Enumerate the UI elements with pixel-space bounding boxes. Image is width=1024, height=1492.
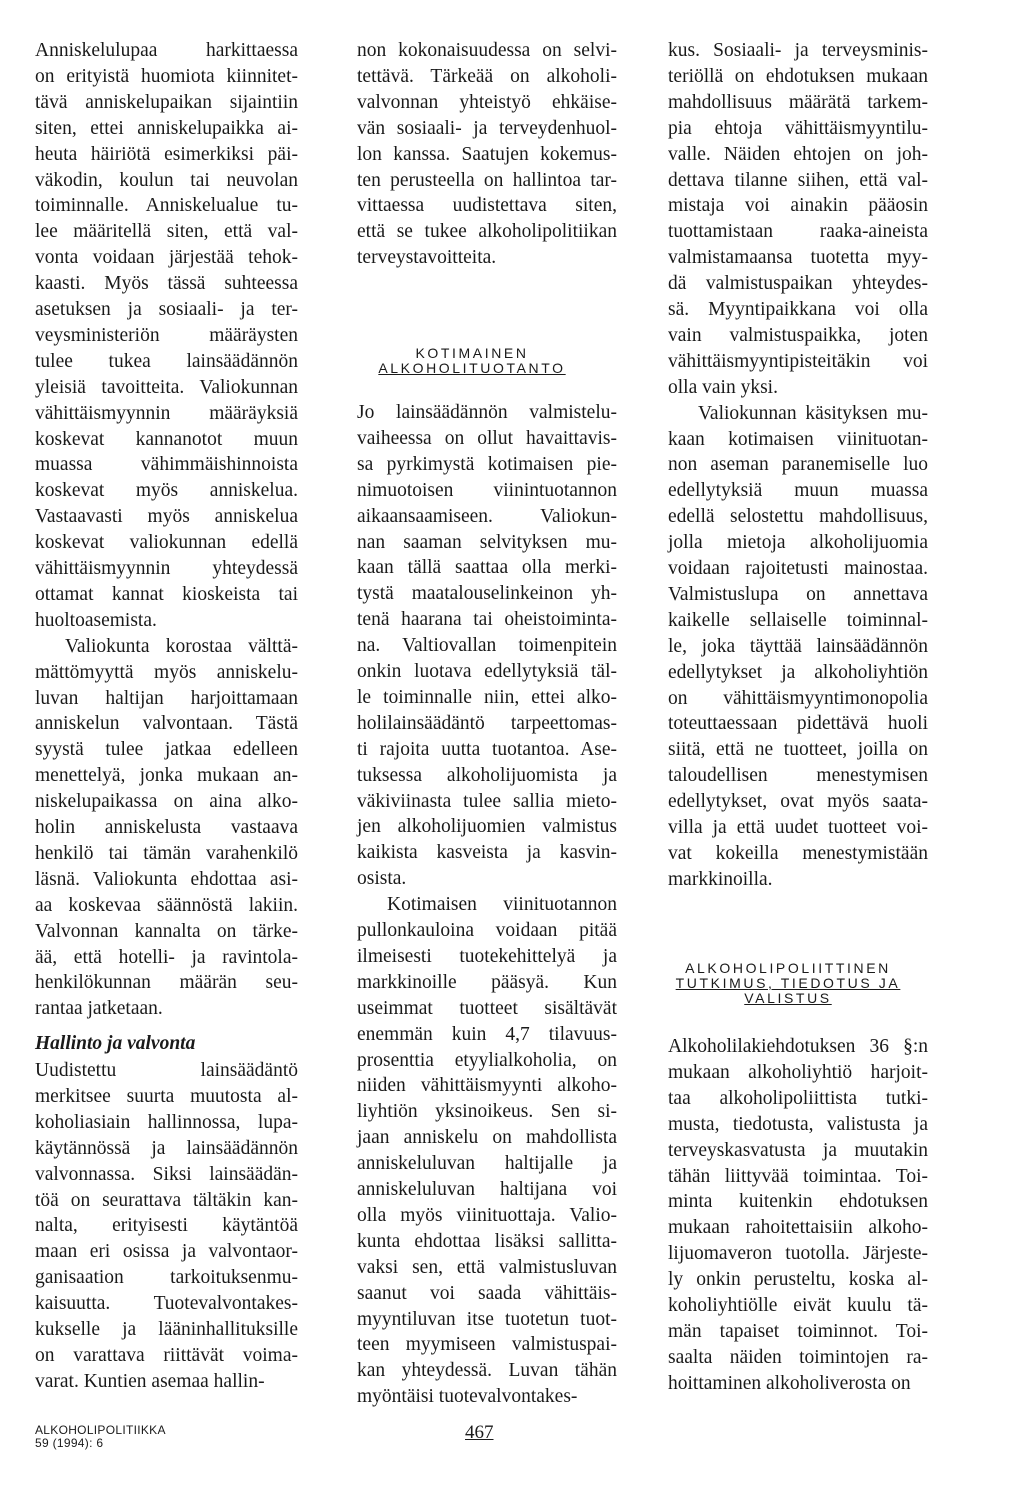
text-line: muassa vähimmäishinnoista	[35, 454, 298, 476]
text-line: musta, tiedotusta, valistusta ja	[668, 1113, 928, 1135]
text-line: rantaa jatketaan.	[35, 998, 163, 1020]
text-line: dettava tilanne siihen, että val-	[668, 169, 928, 191]
text-line: Valiokunta korostaa välttä-	[65, 635, 298, 657]
heading-line: KOTIMAINEN	[415, 345, 529, 361]
text-line: Anniskelulupaa harkittaessa	[35, 40, 298, 61]
text-line: ti rajoita uutta tuotantoa. Ase-	[357, 738, 617, 760]
text-line: pullonkauloina voidaan pitää	[357, 920, 617, 941]
text-line: kukselle ja lääninhallituksille	[35, 1319, 298, 1340]
text-line: edellä selostettu mahdollisuus,	[668, 506, 928, 528]
heading-line: TUTKIMUS, TIEDOTUS JA	[675, 975, 901, 991]
text-line: tuksessa alkoholijuomista ja	[357, 764, 617, 786]
text-line: vonta voidaan järjestää tehok-	[35, 247, 298, 269]
text-line: män tapaiset toiminnot. Toi-	[668, 1320, 928, 1342]
text-line: valvonnassa. Siksi lainsäädän-	[35, 1163, 298, 1185]
text-line: ten perusteella on hallintoa tar-	[357, 169, 617, 191]
text-line: lon kanssa. Saatujen kokemus-	[357, 143, 617, 165]
text-line: kus. Sosiaali- ja terveysminis-	[668, 40, 928, 61]
text-line: koskevat valiokunnan edellä	[35, 532, 298, 554]
text-line: kaasti. Myös tässä suhteessa	[35, 273, 298, 295]
text-line: vähittäismyyntipisteitäkin voi	[668, 350, 928, 372]
text-line: edellytykset, ovat myös saata-	[668, 791, 928, 813]
text-line: vähittäismyynnin määräyksiä	[35, 402, 298, 424]
text-line: villa ja että uudet tuotteet voi-	[668, 817, 928, 838]
text-line: vat kokeilla menestymistään	[668, 842, 928, 864]
text-line: aa koskevaa säännöstä lakiin.	[35, 894, 298, 916]
text-line: veysministeriön määräysten	[35, 324, 298, 346]
text-line: osista.	[357, 868, 407, 890]
text-line: että se tukee alkoholipolitiikan	[357, 221, 617, 243]
text-line: enemmän kuin 4,7 tilavuus-	[357, 1023, 617, 1045]
heading-line: ALKOHOLITUOTANTO	[378, 360, 566, 376]
text-line: aikaansaamiseen. Valiokun-	[357, 505, 617, 527]
text-line: vittaessa uudistettava siten,	[357, 195, 617, 217]
text-line: kaan kotimaisen viinituotan-	[668, 428, 928, 450]
text-line: Alkoholilakiehdotuksen 36 §:n	[668, 1036, 928, 1057]
text-line: myyntiluvan itse tuotetun tuot-	[357, 1308, 617, 1330]
text-line: syystä tulee jatkaa edelleen	[35, 739, 298, 761]
text-line: varat. Kuntien asemaa hallin-	[35, 1370, 265, 1392]
text-line: taa alkoholipoliittista tutki-	[668, 1087, 928, 1109]
text-line: na. Valtiovallan toimenpitein	[357, 635, 617, 657]
text-line: läsnä. Valiokunta ehdottaa asi-	[35, 868, 298, 890]
text-line: myöntäisi tuotevalvontakes-	[357, 1386, 578, 1408]
text-line: Valmistuslupa on annettava	[668, 583, 928, 605]
text-line: tähän liittyvää toimintaa. Toi-	[668, 1165, 928, 1187]
text-line: asetuksen ja sosiaali- ja ter-	[35, 299, 298, 320]
text-line: heuta häiriötä esimerkiksi päi-	[35, 143, 298, 165]
text-line: nimuotoisen viinintuotannon	[357, 479, 617, 501]
text-line: saalta näiden toimintojen ra-	[668, 1346, 928, 1368]
text-line: valle. Näiden ehtojen on joh-	[668, 143, 928, 165]
text-line: Vastaavasti myös anniskelua	[35, 506, 298, 528]
text-line: anniskeluluvan haltijana voi	[357, 1179, 617, 1200]
text-line: jen alkoholijuomien valmistus	[357, 816, 617, 838]
text-line: töä on seurattava tältäkin kan-	[35, 1189, 298, 1211]
text-line: tystä maatalouselinkeinon yh-	[357, 583, 617, 605]
text-line: niiden vähittäismyynti alkoho-	[357, 1075, 617, 1097]
text-line: tenä haarana tai oheistoiminta-	[357, 609, 617, 631]
text-line: jaan anniskelu on mahdollista	[357, 1127, 617, 1149]
text-line: vain valmistuspaikka, joten	[668, 324, 928, 346]
text-line: pia ehtoja vähittäismyyntilu-	[668, 117, 928, 139]
journal-name: ALKOHOLIPOLITIIKKA	[35, 1423, 166, 1437]
text-line: ää, että hotelli- ja ravintola-	[35, 946, 298, 968]
text-line: anniskeluluvan haltijalle ja	[357, 1153, 617, 1175]
section-heading-alkoholipoliittinen	[668, 961, 908, 1006]
text-line: tettävä. Tärkeää on alkoholi-	[357, 65, 617, 87]
text-line: ilmeisesti tuotekehittelyä ja	[357, 945, 617, 967]
text-line: markkinoille pääsyä. Kun	[357, 971, 617, 993]
text-line: kaikelle sellaiselle toiminnal-	[668, 609, 928, 631]
text-line: teriöllä on ehdotuksen mukaan	[668, 65, 928, 87]
text-line: henkilökunnan määrän seu-	[35, 972, 298, 994]
text-line: luvan haltijan harjoittamaan	[35, 687, 298, 709]
text-line: dä valmistuspaikan yhteydes-	[668, 273, 928, 295]
text-line: valmistamaansa tuotetta myy-	[668, 247, 928, 269]
text-line: teen myymiseen valmistuspai-	[357, 1334, 617, 1356]
text-line: on vähittäismyyntimonopolia	[668, 687, 928, 709]
text-line: lee määritellä siten, että val-	[35, 221, 298, 243]
text-line: koholiyhtiölle eivät kuulu tä-	[668, 1295, 928, 1316]
text-line: terveystavoitteita.	[357, 247, 497, 269]
journal-issue: 59 (1994): 6	[35, 1436, 104, 1450]
text-line: huoltoasemista.	[35, 609, 157, 631]
text-line: kunta ehdottaa lisäksi sallitta-	[357, 1230, 617, 1252]
text-line: ganisaation tarkoituksenmu-	[35, 1267, 298, 1289]
text-line: siitä, että ne tuotteet, joilla on	[668, 739, 928, 761]
text-line: non aseman paranemiselle luo	[668, 454, 928, 476]
text-line: nan saaman selvityksen mu-	[357, 531, 617, 553]
heading-line: ALKOHOLIPOLIITTINEN	[685, 960, 891, 976]
text-line: useimmat tuotteet sisältävät	[357, 997, 617, 1019]
section-subheading: Hallinto ja valvonta	[35, 1033, 196, 1054]
text-line: kaan tällä saattaa olla merki-	[357, 557, 617, 579]
text-line: markkinoilla.	[668, 868, 773, 890]
text-line: menettelyä, jonka mukaan an-	[35, 765, 298, 787]
text-line: sä. Myyntipaikkana voi olla	[668, 299, 928, 320]
text-line: Kotimaisen viinituotannon	[387, 894, 617, 916]
text-line: mahdollisuus määrätä tarkem-	[668, 91, 928, 113]
text-line: vaiheessa on ollut havaittavis-	[357, 427, 617, 449]
page-number: 467	[465, 1422, 494, 1443]
text-line: nalta, erityisesti käytäntöä	[35, 1215, 298, 1237]
text-line: kaikista kasveista ja kasvin-	[357, 842, 617, 864]
text-line: le, joka täyttää lainsäädännön	[668, 635, 928, 657]
text-line: tuottamistaan raaka-aineista	[668, 221, 928, 243]
text-line: sa pyrkimystä kotimaisen pie-	[357, 453, 617, 475]
text-line: koskevat kannanotot muun	[35, 428, 298, 450]
text-line: kaisuutta. Tuotevalvontakes-	[35, 1293, 298, 1315]
text-line: terveyskasvatusta ja muutakin	[668, 1139, 928, 1161]
text-line: väkiviinasta tulee sallia mieto-	[357, 790, 617, 812]
text-line: holilainsäädäntö tarpeettomas-	[357, 712, 617, 734]
text-line: maan eri osissa ja valvontaor-	[35, 1241, 298, 1263]
text-line: edellytyksiä muun muassa	[668, 480, 928, 502]
text-line: siten, ettei anniskelupaikka ai-	[35, 117, 298, 139]
text-line: mistaja voi ainakin pääosin	[668, 195, 928, 217]
text-line: merkitsee suurta muutosta al-	[35, 1085, 298, 1107]
text-line: prosenttia etyylialkoholia, on	[357, 1049, 617, 1071]
text-line: mukaan rahoitettaisiin alkoho-	[668, 1217, 928, 1239]
text-line: koholiasiain hallinnossa, lupa-	[35, 1111, 298, 1133]
text-line: non kokonaisuudessa on selvi-	[357, 40, 617, 61]
text-line: Jo lainsäädännön valmistelu-	[357, 402, 617, 423]
text-line: Uudistettu lainsäädäntö	[35, 1060, 298, 1081]
text-line: vaksi sen, että valmistusluvan	[357, 1256, 617, 1278]
text-line: toteuttaessaan pidettävä huoli	[668, 713, 928, 735]
text-line: mukaan alkoholiyhtiö harjoit-	[668, 1061, 928, 1083]
text-line: taloudellisen menestymisen	[668, 765, 928, 787]
text-line: minta kuitenkin ehdotuksen	[668, 1191, 928, 1213]
text-line: anniskelun valvontaan. Tästä	[35, 713, 298, 735]
text-line: edellytykset ja alkoholiyhtiön	[668, 661, 928, 683]
text-line: voidaan rajoitetusti mainostaa.	[668, 558, 928, 579]
text-line: henkilö tai tämän varahenkilö	[35, 842, 298, 864]
heading-line: VALISTUS	[744, 990, 832, 1006]
text-line: vän sosiaali- ja terveydenhuol-	[357, 117, 617, 139]
text-line: lijuomaveron tuotolla. Järjeste-	[668, 1243, 928, 1265]
text-line: olla vain yksi.	[668, 376, 778, 398]
text-line: ly onkin perusteltu, koska al-	[668, 1269, 928, 1291]
text-line: ottamat kannat kioskeista tai	[35, 583, 298, 605]
section-heading-kotimainen	[357, 346, 587, 376]
text-line: tävä anniskelupaikan sijaintiin	[35, 91, 298, 113]
text-line: onkin luotava edellytyksiä täl-	[357, 661, 617, 682]
text-line: jolla mietoja alkoholijuomia	[668, 532, 928, 554]
text-line: Valvonnan kannalta on tärke-	[35, 920, 298, 942]
text-line: mättömyyttä myös anniskelu-	[35, 661, 298, 683]
text-line: yleisiä tavoitteita. Valiokunnan	[35, 376, 298, 398]
text-line: hoittaminen alkoholiverosta on	[668, 1372, 911, 1394]
text-line: toiminnalle. Anniskelualue tu-	[35, 195, 298, 217]
text-line: olla myös viinituottaja. Valio-	[357, 1204, 617, 1226]
text-line: koskevat myös anniskelua.	[35, 480, 298, 502]
text-line: kan yhteydessä. Luvan tähän	[357, 1360, 617, 1382]
text-line: holin anniskelusta vastaava	[35, 817, 298, 838]
text-line: le toiminnalle niin, ettei alko-	[357, 686, 617, 708]
text-line: liyhtiön yksinoikeus. Sen si-	[357, 1101, 617, 1123]
text-line: käytännössä ja lainsäädännön	[35, 1137, 298, 1159]
text-line: tulee tukea lainsäädännön	[35, 350, 298, 372]
text-line: väkodin, koulun tai neuvolan	[35, 169, 298, 191]
text-line: vähittäismyynnin yhteydessä	[35, 558, 298, 579]
text-line: saanut voi saada vähittäis-	[357, 1282, 617, 1304]
text-line: on varattava riittävät voima-	[35, 1344, 298, 1366]
text-line: niskelupaikassa on aina alko-	[35, 791, 298, 813]
text-line: Valiokunnan käsityksen mu-	[698, 402, 928, 424]
text-line: valvonnan yhteistyö ehkäise-	[357, 91, 617, 113]
text-line: on erityistä huomiota kiinnitet-	[35, 65, 298, 87]
